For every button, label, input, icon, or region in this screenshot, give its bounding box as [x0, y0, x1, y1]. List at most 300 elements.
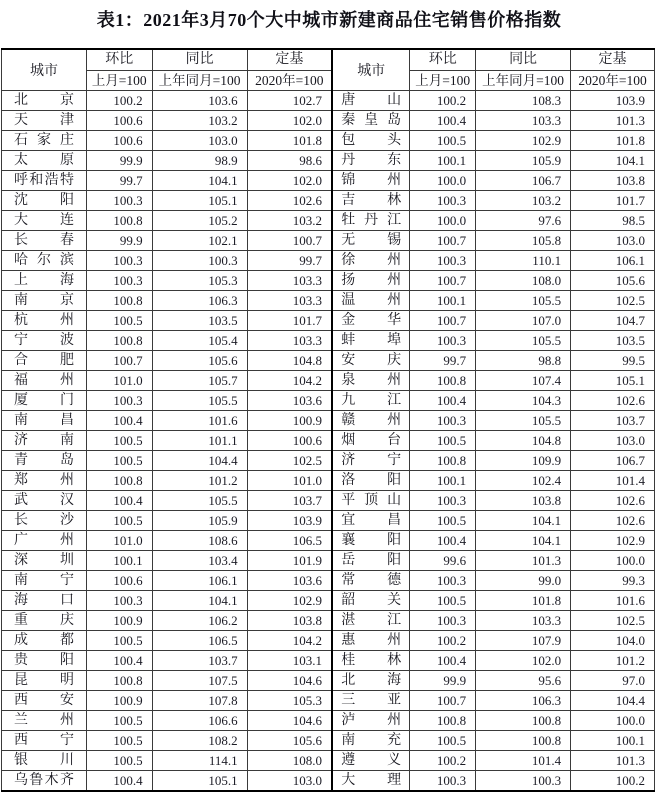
city-cell	[332, 711, 410, 731]
city-name: 徐州	[341, 252, 402, 268]
city-name: 泉州	[341, 372, 402, 388]
city-name: 南充	[341, 732, 402, 748]
city-name: 南京	[13, 292, 74, 308]
city-name: 洛阳	[341, 472, 402, 488]
mom-value-cell: 100.4	[410, 531, 476, 551]
table-row	[2, 571, 655, 591]
yoy-value-cell: 110.1	[476, 251, 571, 271]
city-cell	[2, 91, 87, 111]
table-row	[2, 91, 655, 111]
yoy-value-cell: 104.4	[152, 451, 247, 471]
city-name: 昆明	[13, 672, 74, 688]
fixed-value-cell: 105.3	[247, 691, 332, 711]
yoy-value-cell: 103.5	[152, 311, 247, 331]
city-cell	[2, 191, 87, 211]
city-name: 包头	[341, 132, 402, 148]
city-name: 长沙	[13, 512, 74, 528]
city-name: 长春	[13, 232, 74, 248]
yoy-value-cell: 103.3	[476, 611, 571, 631]
mom-value-cell: 100.4	[410, 651, 476, 671]
city-name: 济南	[13, 432, 74, 448]
mom-value-cell: 100.5	[86, 631, 152, 651]
table-row	[2, 551, 655, 571]
mom-value-cell: 100.4	[86, 771, 152, 792]
yoy-value-cell: 105.5	[476, 291, 571, 311]
city-name: 赣州	[341, 412, 402, 428]
fixed-value-cell: 103.1	[247, 651, 332, 671]
table-row	[2, 111, 655, 131]
yoy-value-cell: 108.0	[476, 271, 571, 291]
city-cell	[332, 631, 410, 651]
fixed-value-cell: 101.4	[571, 471, 655, 491]
yoy-value-cell: 101.3	[476, 551, 571, 571]
table-row	[2, 631, 655, 651]
city-cell	[2, 351, 87, 371]
mom-value-cell: 100.3	[410, 411, 476, 431]
yoy-base-label: 上年同月=100	[476, 71, 571, 91]
mom-value-cell: 100.3	[410, 331, 476, 351]
mom-value-cell: 100.8	[410, 711, 476, 731]
city-name: 桂林	[341, 652, 402, 668]
mom-value-cell: 100.3	[86, 191, 152, 211]
mom-value-cell: 100.8	[86, 291, 152, 311]
fixed-value-cell: 108.0	[247, 751, 332, 771]
fixed-value-cell: 103.3	[247, 271, 332, 291]
table-row	[2, 231, 655, 251]
city-name: 石家庄	[13, 132, 74, 148]
mom-value-cell: 100.7	[410, 231, 476, 251]
city-name: 广州	[13, 532, 74, 548]
yoy-value-cell: 100.8	[476, 711, 571, 731]
table-row	[2, 671, 655, 691]
table-body	[2, 91, 655, 792]
city-column-header: 城市	[332, 49, 410, 91]
city-cell	[332, 511, 410, 531]
city-name: 北京	[13, 92, 74, 108]
city-cell	[2, 411, 87, 431]
city-cell	[2, 391, 87, 411]
table-row	[2, 731, 655, 751]
fixed-value-cell: 97.0	[571, 671, 655, 691]
yoy-value-cell: 105.5	[152, 391, 247, 411]
mom-value-cell: 100.4	[410, 111, 476, 131]
fixed-value-cell: 104.2	[247, 631, 332, 651]
yoy-value-cell: 105.9	[152, 511, 247, 531]
city-name: 太原	[13, 152, 74, 168]
city-name: 九江	[341, 392, 402, 408]
mom-value-cell: 100.7	[86, 351, 152, 371]
city-name: 厦门	[13, 392, 74, 408]
header-row-bases	[2, 71, 655, 91]
mom-column-header: 环比	[410, 49, 476, 71]
yoy-value-cell: 101.4	[476, 751, 571, 771]
table-row	[2, 391, 655, 411]
city-name: 三亚	[341, 692, 402, 708]
city-cell	[2, 651, 87, 671]
yoy-value-cell: 103.6	[152, 91, 247, 111]
fixed-base-label: 2020年=100	[247, 71, 332, 91]
yoy-value-cell: 100.3	[476, 771, 571, 792]
mom-value-cell: 99.6	[410, 551, 476, 571]
city-cell	[332, 331, 410, 351]
fixed-value-cell: 100.1	[571, 731, 655, 751]
fixed-value-cell: 104.4	[571, 691, 655, 711]
fixed-value-cell: 102.5	[571, 291, 655, 311]
fixed-value-cell: 98.5	[571, 211, 655, 231]
table-row	[2, 331, 655, 351]
table-row	[2, 471, 655, 491]
city-name: 兰州	[13, 712, 74, 728]
city-cell	[332, 651, 410, 671]
city-name: 北海	[341, 672, 402, 688]
yoy-value-cell: 103.2	[152, 111, 247, 131]
yoy-value-cell: 105.5	[476, 331, 571, 351]
fixed-value-cell: 101.8	[571, 131, 655, 151]
fixed-base-column-header: 定基	[571, 49, 655, 71]
mom-value-cell: 100.5	[410, 511, 476, 531]
fixed-value-cell: 105.6	[571, 271, 655, 291]
yoy-value-cell: 105.9	[476, 151, 571, 171]
mom-value-cell: 100.3	[86, 391, 152, 411]
fixed-value-cell: 105.6	[247, 731, 332, 751]
fixed-value-cell: 102.9	[571, 531, 655, 551]
fixed-value-cell: 102.0	[247, 111, 332, 131]
yoy-value-cell: 105.1	[152, 771, 247, 792]
city-name: 遵义	[341, 752, 402, 768]
fixed-value-cell: 103.7	[571, 411, 655, 431]
mom-value-cell: 100.3	[410, 611, 476, 631]
city-name: 丹东	[341, 152, 402, 168]
city-cell	[332, 411, 410, 431]
table-row	[2, 711, 655, 731]
mom-value-cell: 100.4	[86, 411, 152, 431]
table-header	[2, 49, 655, 91]
yoy-value-cell: 105.5	[476, 411, 571, 431]
yoy-value-cell: 106.6	[152, 711, 247, 731]
yoy-value-cell: 102.9	[476, 131, 571, 151]
table-row	[2, 591, 655, 611]
fixed-value-cell: 106.7	[571, 451, 655, 471]
fixed-value-cell: 102.5	[247, 451, 332, 471]
city-name: 锦州	[341, 172, 402, 188]
city-name: 襄阳	[341, 532, 402, 548]
mom-value-cell: 100.5	[410, 591, 476, 611]
fixed-value-cell: 104.6	[247, 711, 332, 731]
table-row	[2, 191, 655, 211]
yoy-value-cell: 104.8	[476, 431, 571, 451]
city-name: 银川	[13, 752, 74, 768]
yoy-value-cell: 103.8	[476, 491, 571, 511]
fixed-value-cell: 100.2	[571, 771, 655, 792]
city-cell	[332, 291, 410, 311]
fixed-value-cell: 103.6	[247, 391, 332, 411]
city-name: 成都	[13, 632, 74, 648]
yoy-value-cell: 101.1	[152, 431, 247, 451]
mom-value-cell: 100.7	[410, 311, 476, 331]
city-cell	[2, 171, 87, 191]
mom-value-cell: 99.9	[86, 151, 152, 171]
yoy-value-cell: 102.4	[476, 471, 571, 491]
yoy-value-cell: 103.2	[476, 191, 571, 211]
yoy-value-cell: 106.3	[152, 291, 247, 311]
city-name: 福州	[13, 372, 74, 388]
yoy-value-cell: 105.6	[152, 351, 247, 371]
fixed-value-cell: 102.5	[571, 611, 655, 631]
yoy-value-cell: 100.8	[476, 731, 571, 751]
city-name: 金华	[341, 312, 402, 328]
yoy-column-header: 同比	[476, 49, 571, 71]
fixed-value-cell: 103.8	[571, 171, 655, 191]
yoy-value-cell: 107.5	[152, 671, 247, 691]
mom-value-cell: 100.8	[86, 471, 152, 491]
city-cell	[2, 691, 87, 711]
fixed-value-cell: 99.5	[571, 351, 655, 371]
city-cell	[2, 511, 87, 531]
yoy-value-cell: 98.9	[152, 151, 247, 171]
city-name: 南昌	[13, 412, 74, 428]
table-row	[2, 531, 655, 551]
city-name: 蚌埠	[341, 332, 402, 348]
table-row	[2, 751, 655, 771]
mom-value-cell: 100.3	[86, 271, 152, 291]
yoy-value-cell: 106.2	[152, 611, 247, 631]
mom-value-cell: 100.4	[86, 491, 152, 511]
yoy-value-cell: 105.1	[152, 191, 247, 211]
yoy-value-cell: 102.1	[152, 231, 247, 251]
fixed-value-cell: 102.6	[247, 191, 332, 211]
city-name: 惠州	[341, 632, 402, 648]
city-name: 岳阳	[341, 552, 402, 568]
table-row	[2, 511, 655, 531]
fixed-value-cell: 103.0	[571, 231, 655, 251]
fixed-value-cell: 103.8	[247, 611, 332, 631]
city-cell	[332, 731, 410, 751]
city-cell	[2, 151, 87, 171]
table-row	[2, 451, 655, 471]
city-cell	[2, 471, 87, 491]
yoy-value-cell: 107.9	[476, 631, 571, 651]
table-row	[2, 131, 655, 151]
city-cell	[2, 571, 87, 591]
city-name: 杭州	[13, 312, 74, 328]
city-name: 青岛	[13, 452, 74, 468]
city-cell	[332, 551, 410, 571]
city-name: 深圳	[13, 552, 74, 568]
city-cell	[2, 611, 87, 631]
table-row	[2, 491, 655, 511]
city-cell	[2, 271, 87, 291]
table-row	[2, 151, 655, 171]
mom-value-cell: 100.9	[86, 611, 152, 631]
mom-value-cell: 100.1	[410, 291, 476, 311]
fixed-value-cell: 103.5	[571, 331, 655, 351]
city-name: 郑州	[13, 472, 74, 488]
city-cell	[2, 491, 87, 511]
fixed-value-cell: 103.0	[247, 771, 332, 792]
fixed-value-cell: 100.0	[571, 711, 655, 731]
fixed-value-cell: 105.1	[571, 371, 655, 391]
city-name: 湛江	[341, 612, 402, 628]
mom-value-cell: 100.8	[86, 211, 152, 231]
mom-value-cell: 100.5	[86, 751, 152, 771]
yoy-value-cell: 101.8	[476, 591, 571, 611]
mom-value-cell: 99.9	[86, 231, 152, 251]
yoy-value-cell: 103.4	[152, 551, 247, 571]
fixed-value-cell: 102.6	[571, 491, 655, 511]
mom-value-cell: 101.0	[86, 531, 152, 551]
city-name: 贵阳	[13, 652, 74, 668]
city-name: 南宁	[13, 572, 74, 588]
city-name: 上海	[13, 272, 74, 288]
mom-value-cell: 100.5	[86, 731, 152, 751]
yoy-value-cell: 104.1	[476, 531, 571, 551]
city-name: 海口	[13, 592, 74, 608]
mom-value-cell: 100.5	[86, 511, 152, 531]
city-cell	[2, 631, 87, 651]
city-cell	[332, 571, 410, 591]
table-row	[2, 211, 655, 231]
yoy-value-cell: 99.0	[476, 571, 571, 591]
yoy-value-cell: 101.2	[152, 471, 247, 491]
mom-value-cell: 100.8	[86, 671, 152, 691]
city-cell	[332, 231, 410, 251]
yoy-value-cell: 104.1	[152, 171, 247, 191]
yoy-value-cell: 103.3	[476, 111, 571, 131]
city-name: 宁波	[13, 332, 74, 348]
table-row	[2, 251, 655, 271]
yoy-value-cell: 104.1	[476, 511, 571, 531]
city-cell	[332, 111, 410, 131]
city-cell	[332, 191, 410, 211]
table-row	[2, 651, 655, 671]
city-column-header: 城市	[2, 49, 87, 91]
yoy-value-cell: 104.1	[152, 591, 247, 611]
city-cell	[2, 751, 87, 771]
fixed-value-cell: 100.0	[571, 551, 655, 571]
mom-value-cell: 100.7	[410, 691, 476, 711]
city-cell	[2, 211, 87, 231]
mom-value-cell: 100.5	[410, 731, 476, 751]
city-name: 济宁	[341, 452, 402, 468]
mom-value-cell: 100.2	[410, 91, 476, 111]
mom-value-cell: 100.5	[86, 711, 152, 731]
city-cell	[332, 531, 410, 551]
fixed-value-cell: 104.6	[247, 671, 332, 691]
fixed-base-column-header: 定基	[247, 49, 332, 71]
city-cell	[332, 271, 410, 291]
fixed-value-cell: 100.9	[247, 411, 332, 431]
fixed-value-cell: 98.6	[247, 151, 332, 171]
mom-value-cell: 100.5	[410, 131, 476, 151]
city-name: 泸州	[341, 712, 402, 728]
mom-value-cell: 100.6	[86, 111, 152, 131]
fixed-value-cell: 101.7	[571, 191, 655, 211]
mom-value-cell: 100.6	[86, 131, 152, 151]
yoy-value-cell: 107.4	[476, 371, 571, 391]
city-name: 天津	[13, 112, 74, 128]
fixed-value-cell: 103.6	[247, 571, 332, 591]
city-name: 哈尔滨	[13, 252, 74, 268]
fixed-value-cell: 100.6	[247, 431, 332, 451]
mom-value-cell: 100.1	[410, 151, 476, 171]
table-row	[2, 351, 655, 371]
yoy-value-cell: 106.7	[476, 171, 571, 191]
yoy-value-cell: 107.0	[476, 311, 571, 331]
yoy-value-cell: 95.6	[476, 671, 571, 691]
mom-value-cell: 100.5	[86, 311, 152, 331]
city-name: 大理	[341, 772, 402, 788]
city-cell	[2, 231, 87, 251]
yoy-value-cell: 104.3	[476, 391, 571, 411]
yoy-value-cell: 106.3	[476, 691, 571, 711]
city-cell	[2, 371, 87, 391]
yoy-value-cell: 101.6	[152, 411, 247, 431]
yoy-base-label: 上年同月=100	[152, 71, 247, 91]
yoy-value-cell: 114.1	[152, 751, 247, 771]
city-cell	[2, 711, 87, 731]
fixed-value-cell: 100.7	[247, 231, 332, 251]
mom-value-cell: 100.2	[410, 751, 476, 771]
yoy-value-cell: 108.3	[476, 91, 571, 111]
yoy-value-cell: 106.5	[152, 631, 247, 651]
city-cell	[2, 591, 87, 611]
city-name: 乌鲁木齐	[13, 772, 74, 788]
city-name: 唐山	[341, 92, 402, 108]
city-cell	[2, 671, 87, 691]
mom-value-cell: 100.8	[86, 331, 152, 351]
fixed-value-cell: 102.7	[247, 91, 332, 111]
mom-value-cell: 100.5	[86, 451, 152, 471]
yoy-value-cell: 103.7	[152, 651, 247, 671]
mom-value-cell: 100.5	[86, 431, 152, 451]
city-cell	[332, 671, 410, 691]
fixed-value-cell: 101.2	[571, 651, 655, 671]
yoy-value-cell: 107.8	[152, 691, 247, 711]
yoy-value-cell: 105.2	[152, 211, 247, 231]
fixed-value-cell: 106.1	[571, 251, 655, 271]
yoy-value-cell: 98.8	[476, 351, 571, 371]
fixed-value-cell: 102.6	[571, 511, 655, 531]
city-name: 平顶山	[341, 492, 402, 508]
fixed-value-cell: 106.5	[247, 531, 332, 551]
table-row	[2, 611, 655, 631]
city-name: 温州	[341, 292, 402, 308]
city-name: 扬州	[341, 272, 402, 288]
city-cell	[2, 431, 87, 451]
city-cell	[332, 431, 410, 451]
yoy-value-cell: 109.9	[476, 451, 571, 471]
mom-value-cell: 100.2	[86, 91, 152, 111]
mom-value-cell: 100.3	[410, 191, 476, 211]
fixed-value-cell: 101.7	[247, 311, 332, 331]
city-cell	[2, 311, 87, 331]
table-row	[2, 371, 655, 391]
fixed-value-cell: 102.6	[571, 391, 655, 411]
mom-value-cell: 100.1	[86, 551, 152, 571]
city-cell	[332, 91, 410, 111]
city-name: 武汉	[13, 492, 74, 508]
mom-value-cell: 99.7	[86, 171, 152, 191]
mom-value-cell: 100.3	[410, 571, 476, 591]
fixed-value-cell: 104.8	[247, 351, 332, 371]
city-cell	[2, 531, 87, 551]
city-name: 韶关	[341, 592, 402, 608]
city-name: 秦皇岛	[341, 112, 402, 128]
mom-value-cell: 100.3	[410, 491, 476, 511]
city-cell	[332, 491, 410, 511]
fixed-value-cell: 103.2	[247, 211, 332, 231]
fixed-value-cell: 99.7	[247, 251, 332, 271]
